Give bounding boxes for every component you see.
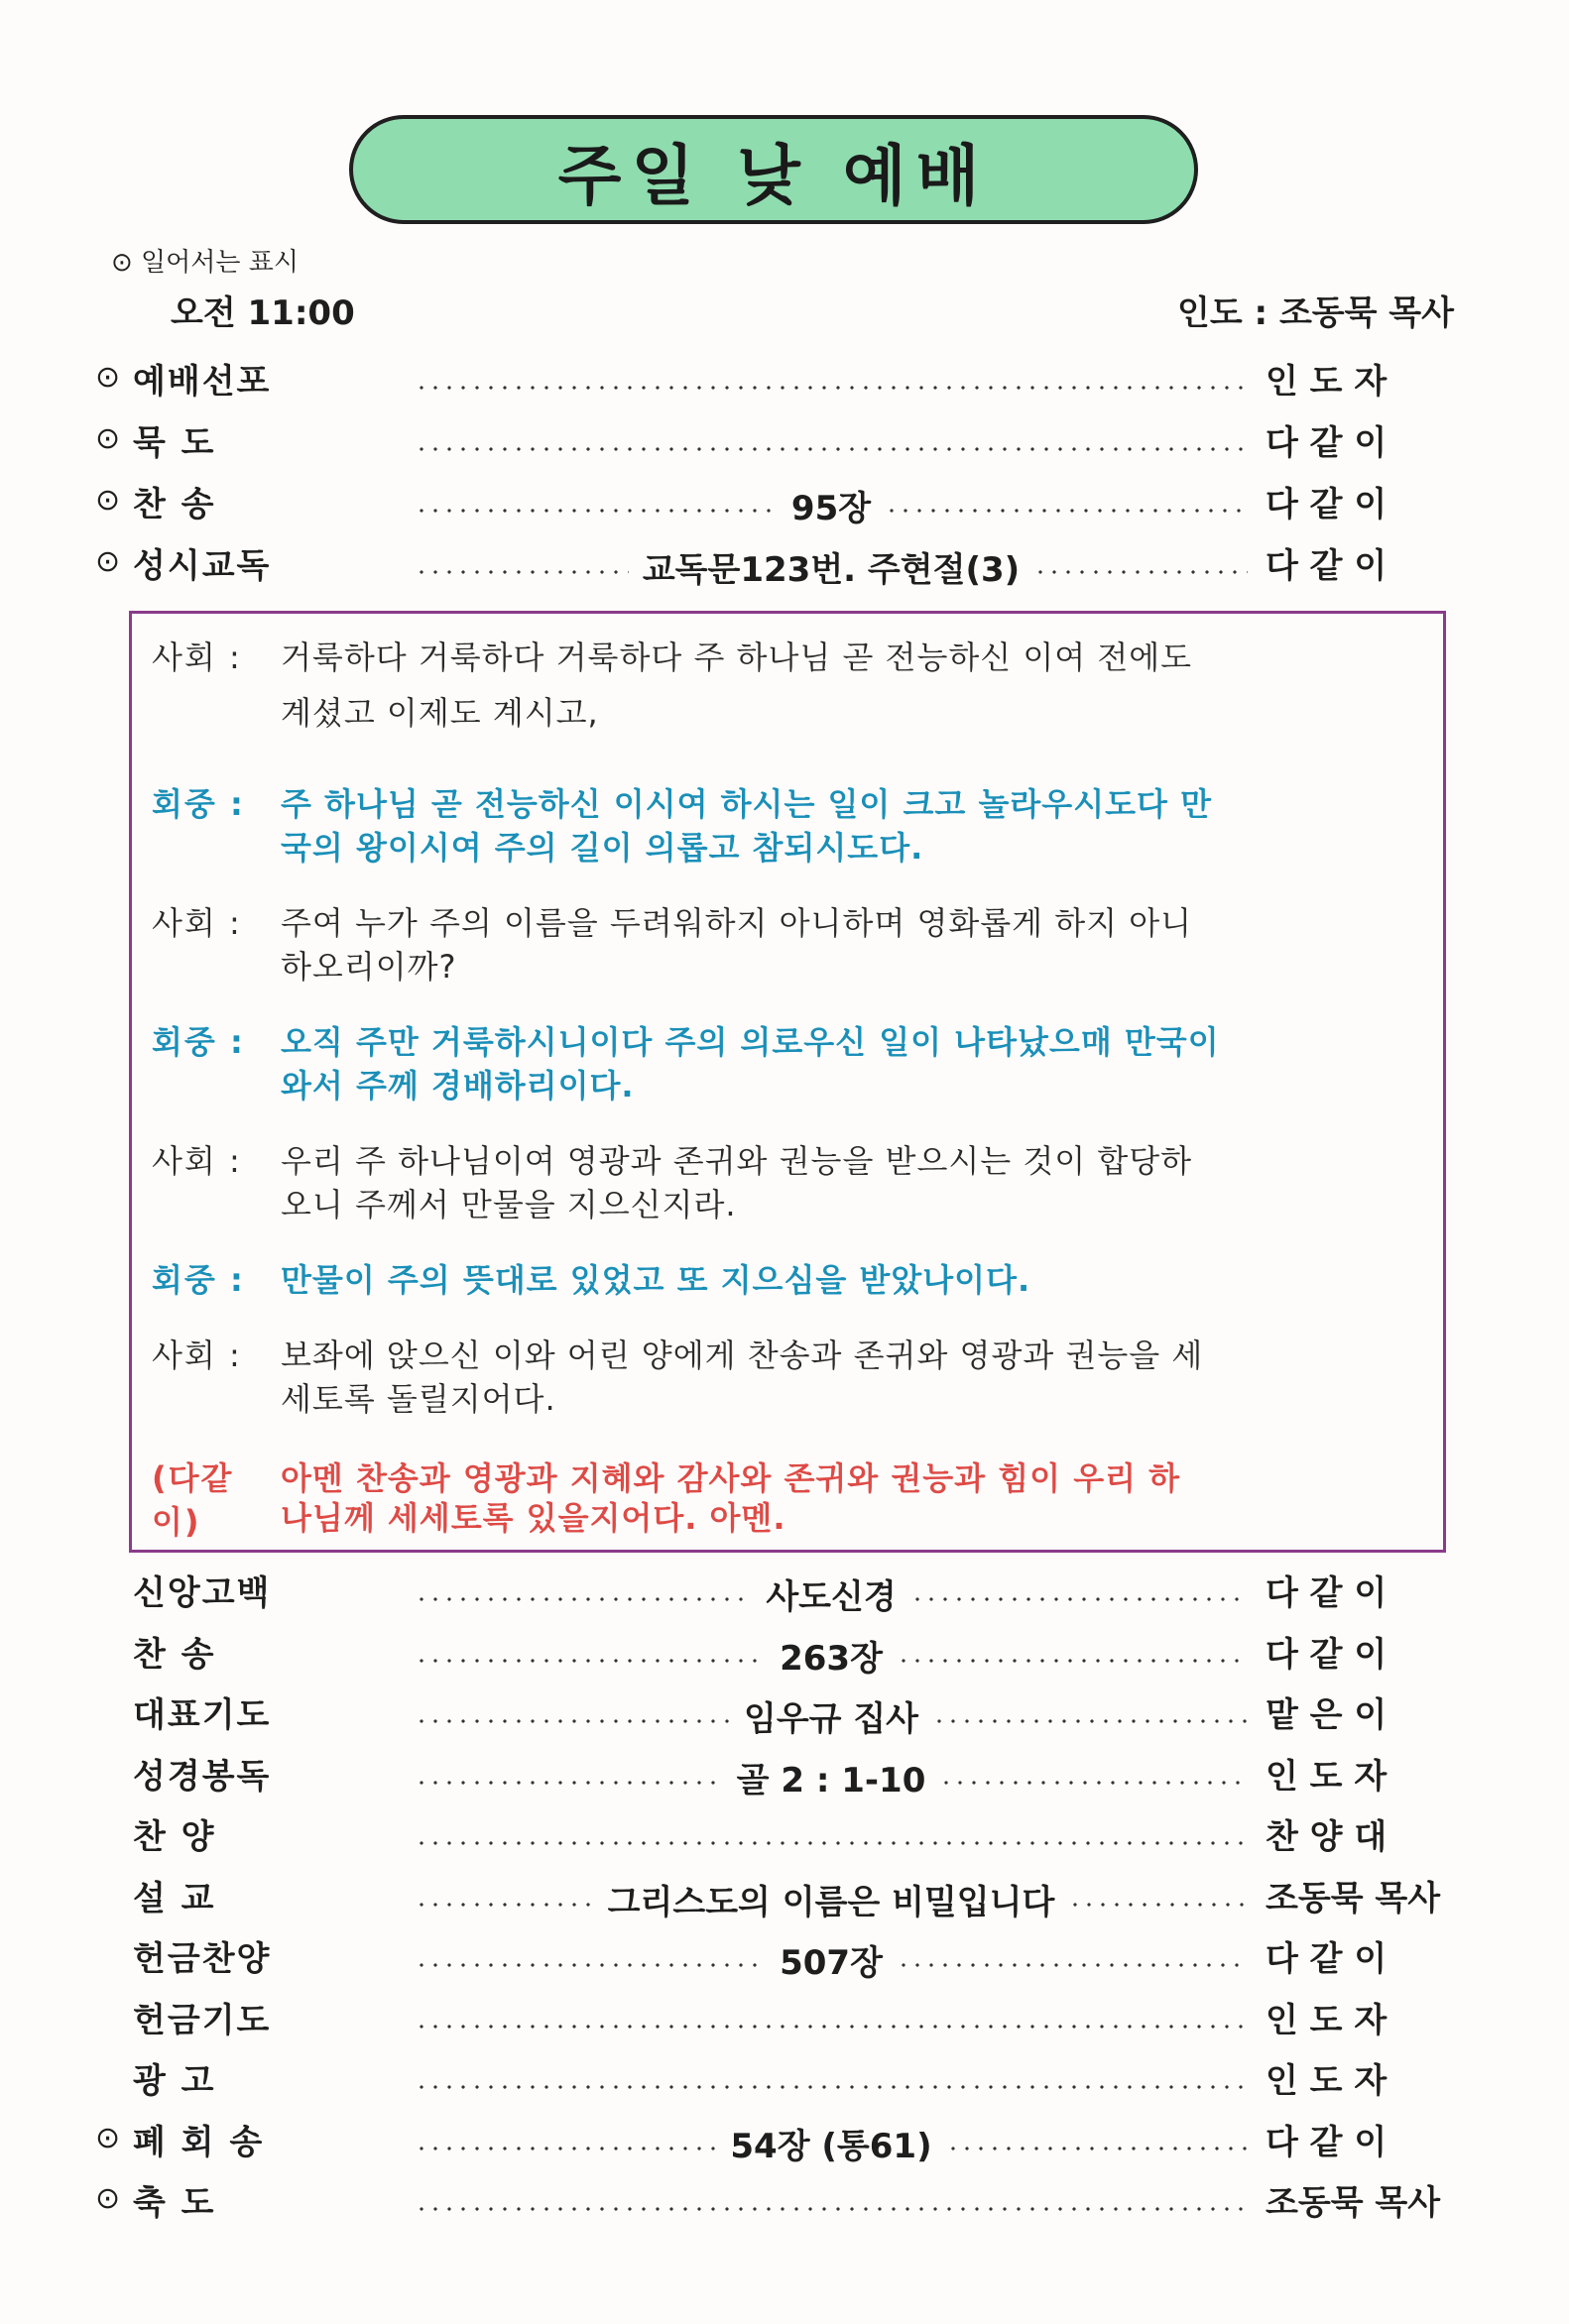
service-time: 오전 11:00	[171, 293, 355, 333]
order-item-detail	[405, 1630, 1258, 1680]
order-row	[95, 1690, 1464, 1740]
order-item-who: 다 같 이	[1266, 1939, 1388, 1979]
order-row	[95, 1569, 1464, 1618]
reading-text: 보좌에 앉으신 이와 어린 양에게 찬송과 존귀와 영광과 권능을 세	[281, 1336, 1204, 1374]
order-item-detail	[405, 1690, 1258, 1740]
order-item-detail	[405, 541, 1258, 591]
order-item-who: 다 같 이	[1266, 1573, 1388, 1613]
order-item-who: 조동묵 목사	[1266, 1879, 1441, 1918]
order-item-who: 조동묵 목사	[1266, 2183, 1441, 2223]
responsive-reading-box	[129, 611, 1446, 1553]
order-row	[95, 2178, 1464, 2228]
order-row	[95, 418, 1464, 468]
order-item-detail	[405, 2178, 1258, 2228]
order-item-detail	[405, 1752, 1258, 1801]
order-row	[95, 1934, 1464, 1984]
standing-mark-icon	[95, 1634, 129, 1668]
reading-text: 만물이 주의 뜻대로 있었고 또 지으심을 받았나이다.	[281, 1261, 1031, 1299]
order-item-detail	[405, 1934, 1258, 1984]
order-item-detail-text: 임우규 집사	[743, 1698, 919, 1739]
reading-role: 회중 :	[152, 1023, 245, 1061]
order-item-who: 다 같 이	[1266, 1635, 1388, 1675]
order-item-label: 찬 송	[133, 1635, 216, 1675]
standing-mark-icon	[95, 1572, 129, 1606]
order-row	[95, 1812, 1464, 1862]
reading-text: 주여 누가 주의 이름을 두려워하지 아니하며 영화롭게 하지 아니	[281, 904, 1193, 942]
order-item-detail-text: 사도신경	[766, 1576, 897, 1617]
reading-text: 주 하나님 곧 전능하신 이시여 하시는 일이 크고 놀라우시도다 만	[281, 785, 1212, 823]
order-item-who: 맡 은 이	[1266, 1695, 1388, 1735]
standing-mark-icon	[95, 1756, 129, 1790]
reading-text: 거룩하다 거룩하다 거룩하다 주 하나님 곧 전능하신 이여 전에도	[281, 639, 1193, 676]
order-item-detail-text: 54장 (통61)	[730, 2126, 932, 2166]
order-item-detail-text: 95장	[790, 488, 872, 528]
standing-mark-icon: ⊙	[95, 2181, 121, 2216]
title-banner	[349, 115, 1198, 224]
order-row	[95, 541, 1464, 591]
order-item-label: 대표기도	[133, 1695, 272, 1735]
standing-mark-icon: ⊙	[95, 360, 121, 395]
order-item-label: 축 도	[133, 2183, 216, 2223]
reading-text: 우리 주 하나님이여 영광과 존귀와 권능을 받으시는 것이 합당하	[281, 1142, 1193, 1180]
order-item-detail	[405, 357, 1258, 407]
order-row	[95, 1996, 1464, 2045]
reading-role: 사회 :	[152, 1142, 242, 1180]
reading-role: 사회 :	[152, 904, 242, 942]
order-item-label: 성시교독	[133, 546, 272, 586]
reading-text: 하오리이까?	[281, 948, 457, 986]
order-item-detail-text: 507장	[780, 1942, 883, 1983]
reading-text: 오직 주만 거룩하시니이다 주의 의로우신 일이 나타났으매 만국이	[281, 1023, 1220, 1061]
order-item-detail-text: 골 2 : 1-10	[736, 1760, 926, 1801]
order-item-who: 다 같 이	[1266, 485, 1388, 524]
standing-mark-icon	[95, 2000, 129, 2034]
standing-mark-icon: ⊙	[95, 2121, 121, 2155]
order-row	[95, 480, 1464, 529]
order-item-label: 묵 도	[133, 423, 216, 463]
order-item-who: 인 도 자	[1266, 362, 1388, 402]
order-row	[95, 1874, 1464, 1923]
reading-text: 오니 주께서 만물을 지으신지라.	[281, 1186, 737, 1223]
order-row	[95, 2118, 1464, 2167]
order-item-detail	[405, 418, 1258, 468]
order-item-detail	[405, 1874, 1258, 1923]
order-item-label: 찬 송	[133, 485, 216, 524]
standing-mark-icon	[95, 1878, 129, 1912]
order-item-label: 예배선포	[133, 362, 272, 402]
reading-role: 회중 :	[152, 785, 245, 823]
standing-mark-icon	[95, 1816, 129, 1850]
order-item-label: 신앙고백	[133, 1573, 272, 1613]
order-row	[95, 2056, 1464, 2106]
reading-text: 아멘 찬송과 영광과 지혜와 감사와 존귀와 권능과 힘이 우리 하	[281, 1459, 1181, 1497]
service-leader: 인도 : 조동묵 목사	[1176, 293, 1454, 333]
order-row	[95, 357, 1464, 407]
order-item-who: 인 도 자	[1266, 2001, 1388, 2040]
order-item-detail-text: 교독문123번. 주현절(3)	[642, 549, 1021, 590]
order-item-label: 설 교	[133, 1879, 216, 1918]
order-row	[95, 1630, 1464, 1680]
order-item-detail	[405, 1569, 1258, 1618]
order-item-who: 인 도 자	[1266, 1757, 1388, 1797]
order-item-detail	[405, 2118, 1258, 2167]
order-item-label: 헌금찬양	[133, 1939, 272, 1979]
order-item-detail	[405, 1812, 1258, 1862]
order-item-label: 헌금기도	[133, 2001, 272, 2040]
order-item-who: 다 같 이	[1266, 423, 1388, 463]
reading-role: 사회 :	[152, 639, 242, 676]
order-item-who: 인 도 자	[1266, 2061, 1388, 2101]
order-item-who: 찬 양 대	[1266, 1817, 1388, 1857]
order-item-detail	[405, 2056, 1258, 2106]
standing-mark-icon: ⊙	[95, 421, 121, 456]
reading-text: 세토록 돌릴지어다.	[281, 1380, 556, 1418]
reading-role: 사회 :	[152, 1336, 242, 1374]
reading-text: 계셨고 이제도 계시고,	[281, 694, 599, 732]
reading-role: (다같이)	[152, 1459, 234, 1541]
reading-text: 나님께 세세토록 있을지어다. 아멘.	[281, 1499, 786, 1537]
order-item-who: 다 같 이	[1266, 2123, 1388, 2162]
order-item-detail-text: 263장	[780, 1638, 883, 1679]
standing-mark-icon	[95, 2060, 129, 2094]
order-item-detail-text: 그리스도의 이름은 비밀입니다	[607, 1882, 1055, 1922]
standing-mark-icon	[95, 1938, 129, 1972]
stand-note: ⊙ 일어서는 표시	[111, 248, 300, 278]
order-item-detail	[405, 1996, 1258, 2045]
reading-role: 회중 :	[152, 1261, 245, 1299]
standing-mark-icon: ⊙	[95, 483, 121, 518]
order-row	[95, 1752, 1464, 1801]
order-item-label: 찬 양	[133, 1817, 216, 1857]
page-title: 주일 낮 예배	[557, 137, 990, 214]
reading-text: 국의 왕이시여 주의 길이 의롭고 참되시도다.	[281, 829, 924, 867]
reading-text: 와서 주께 경배하리이다.	[281, 1067, 635, 1104]
order-item-label: 성경봉독	[133, 1757, 272, 1797]
standing-mark-icon	[95, 1694, 129, 1728]
order-item-label: 폐 회 송	[133, 2123, 265, 2162]
standing-mark-icon: ⊙	[95, 544, 121, 579]
order-item-label: 광 고	[133, 2061, 216, 2101]
order-item-detail	[405, 480, 1258, 529]
order-item-who: 다 같 이	[1266, 546, 1388, 586]
